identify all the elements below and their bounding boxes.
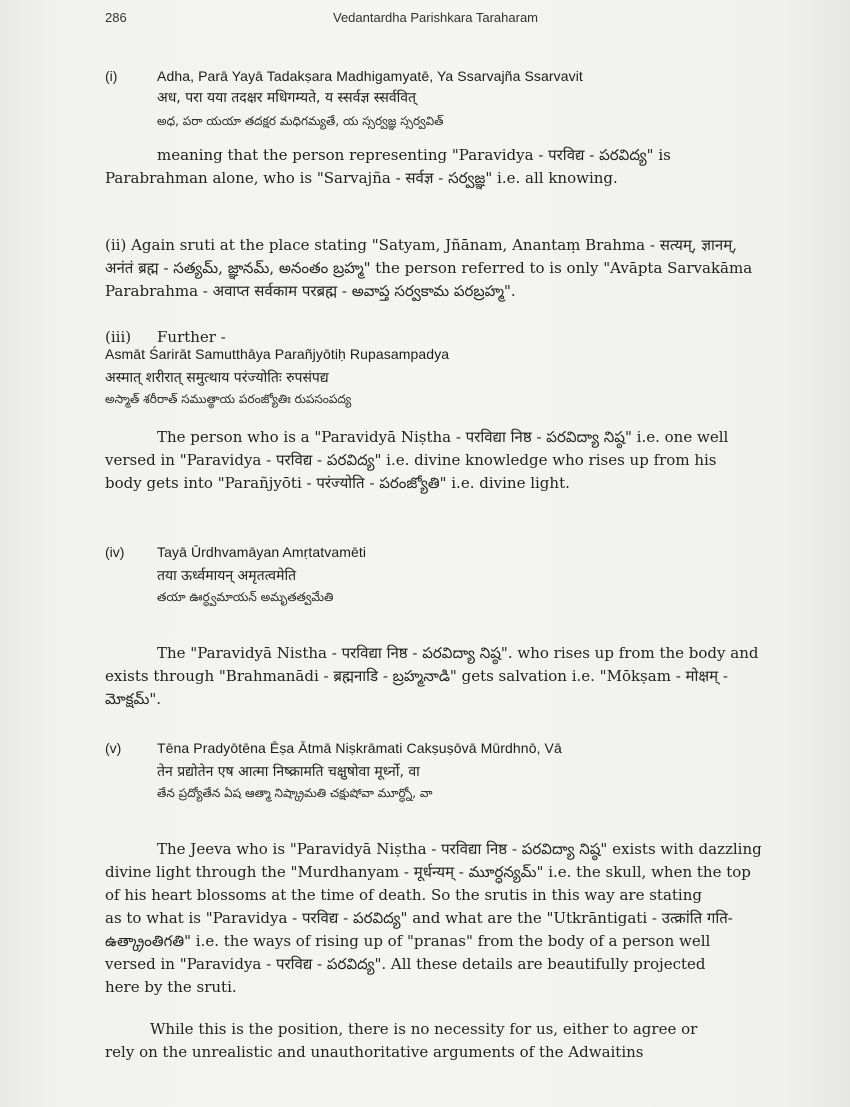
transliteration: Tēna Pradyōtēna Ēṣa Ātmā Niṣkrāmati Cakṣuṣōvā Mūrdhnō, Vā xyxy=(157,740,562,756)
further-label: Further - xyxy=(157,328,226,346)
section-number: (v) xyxy=(105,740,122,756)
transliteration: Tayā Ūrdhvamāyan Amṛtatvamēti xyxy=(157,544,367,560)
explanation-paragraph xyxy=(105,426,773,495)
paragraph-line: మోక్షమ్". xyxy=(105,690,162,708)
running-title: Vedantardha Parishkara Taraharam xyxy=(333,10,538,25)
section-v xyxy=(105,738,773,999)
paragraph-line: versed in "Paravidya - परविद्य - పరవిద్య". All these details are beautifully projected xyxy=(105,955,706,973)
explanation-paragraph xyxy=(105,838,773,999)
paragraph-line: The person who is a "Paravidyā Niṣtha - परविद्या निष्ठ - పరవిద్యా నిష్ఠ" i.e. one well xyxy=(157,428,729,446)
paragraph-line: The "Paravidyā Nistha - परविद्या निष्ठ - పరవిద్యా నిష్ఠ". who rises up from the body and xyxy=(157,644,759,662)
devanagari-verse: तया ऊर्ध्वमायन् अमृतत्वमेति xyxy=(157,568,297,584)
paragraph-line: exists through "Brahmanādi - ब्रह्मनाडि - బ్రహ్మనాడి" gets salvation i.e. "Mōkṣam - मोक्षम् - xyxy=(105,667,728,685)
paragraph-line: as to what is "Paravidya - परविद्य - పరవిద్య" and what are the "Utkrāntigati - उत्क्रांति गति- xyxy=(105,909,733,927)
transliteration: Adha, Parā Yayā Tadakṣara Madhigamyatē, Ya Ssarvajña Ssarvavit xyxy=(157,68,583,84)
telugu-verse: తయా ఊర్ధ్వమాయన్ అమృతత్వమేతి xyxy=(157,590,334,604)
section-i xyxy=(105,66,773,190)
paragraph-line: body gets into "Parañjyōti - परंज्योति - పరంజ్యోతి" i.e. divine light. xyxy=(105,474,570,492)
paragraph-line: ఉత్క్రాంతిగతి" i.e. the ways of rising up of "pranas" from the body of a person well xyxy=(105,932,711,950)
paragraph-line: versed in "Paravidya - परविद्य - పరవిద్య" i.e. divine knowledge who rises up from his xyxy=(105,451,717,469)
paragraph-line: अनंतं ब्रह्म - సత్యమ్, జ్ఞానమ్, అనంతం బ్రహ్మ" the person referred to is only "Avāpta Sarvakāma xyxy=(105,259,753,277)
paragraph-line: Parabrahman alone, who is "Sarvajña - सर्वज्ञ - సర్వజ్ఞ" i.e. all knowing. xyxy=(105,169,618,187)
telugu-verse: అధ, పరా యయా తదక్షర మధిగమ్యతే, య స్సర్వజ్ఞ స్సర్వవిత్ xyxy=(157,114,444,128)
paragraph-line: divine light through the "Murdhanyam - मूर्धन्यम् - మూర్ధన్యమ్" i.e. the skull, when the top xyxy=(105,863,751,881)
section-iv xyxy=(105,542,773,711)
section-iii xyxy=(105,326,773,495)
telugu-verse: తేన ప్రద్యోతేన ఏష ఆత్మా నిష్క్రామతి చక్షుషోవా మూర్ధ్నో, వా xyxy=(157,786,433,800)
paragraph-line: Parabrahma - अवाप्त सर्वकाम परब्रह्म - అవాప్త సర్వకామ పరబ్రహ్మ". xyxy=(105,282,516,300)
paragraph-line: of his heart blossoms at the time of death. So the srutis in this way are stating xyxy=(105,886,702,904)
explanation-paragraph xyxy=(105,642,773,711)
section-number: (iii) xyxy=(105,328,132,346)
paragraph-line: The Jeeva who is "Paravidyā Niṣtha - परविद्या निष्ठ - పరవిద్యా నిష్ఠ" exists with dazzling xyxy=(157,840,762,858)
paragraph-line: here by the sruti. xyxy=(105,978,237,996)
paragraph-line: While this is the position, there is no necessity for us, either to agree or xyxy=(150,1020,698,1038)
paragraph-line: (ii) Again sruti at the place stating "Satyam, Jñānam, Anantaṃ Brahma - सत्यम्, ज्ञानम्, xyxy=(105,236,737,254)
transliteration: Asmāt Śarirāt Samutthāya Parañjyōtiḥ Rupasampadya xyxy=(105,346,450,362)
telugu-verse: అస్మాత్ శరీరాత్ సముత్థాయ పరంజ్యోతిః రుపసంపద్య xyxy=(105,392,352,406)
section-number: (i) xyxy=(105,68,118,84)
section-ii xyxy=(105,234,773,303)
page-number: 286 xyxy=(105,10,127,25)
paragraph-line: meaning that the person representing "Paravidya - परविद्य - పరవిద్య" is xyxy=(157,146,671,164)
closing-paragraph xyxy=(105,1018,773,1064)
paragraph-line: rely on the unrealistic and unauthoritative arguments of the Adwaitins xyxy=(105,1043,644,1061)
explanation-paragraph xyxy=(105,144,773,190)
devanagari-verse: तेन प्रद्योतेन एष आत्मा निष्क्रामति चक्षुषोवा मूर्ध्नो, वा xyxy=(157,764,420,780)
section-number: (iv) xyxy=(105,544,125,560)
devanagari-verse: अस्मात् शरीरात् समुत्थाय परंज्योतिः रुपसंपद्य xyxy=(105,370,329,386)
devanagari-verse: अध, परा यया तदक्षर मधिगम्यते, य स्सर्वज्ञ स्सर्ववित् xyxy=(157,90,416,106)
